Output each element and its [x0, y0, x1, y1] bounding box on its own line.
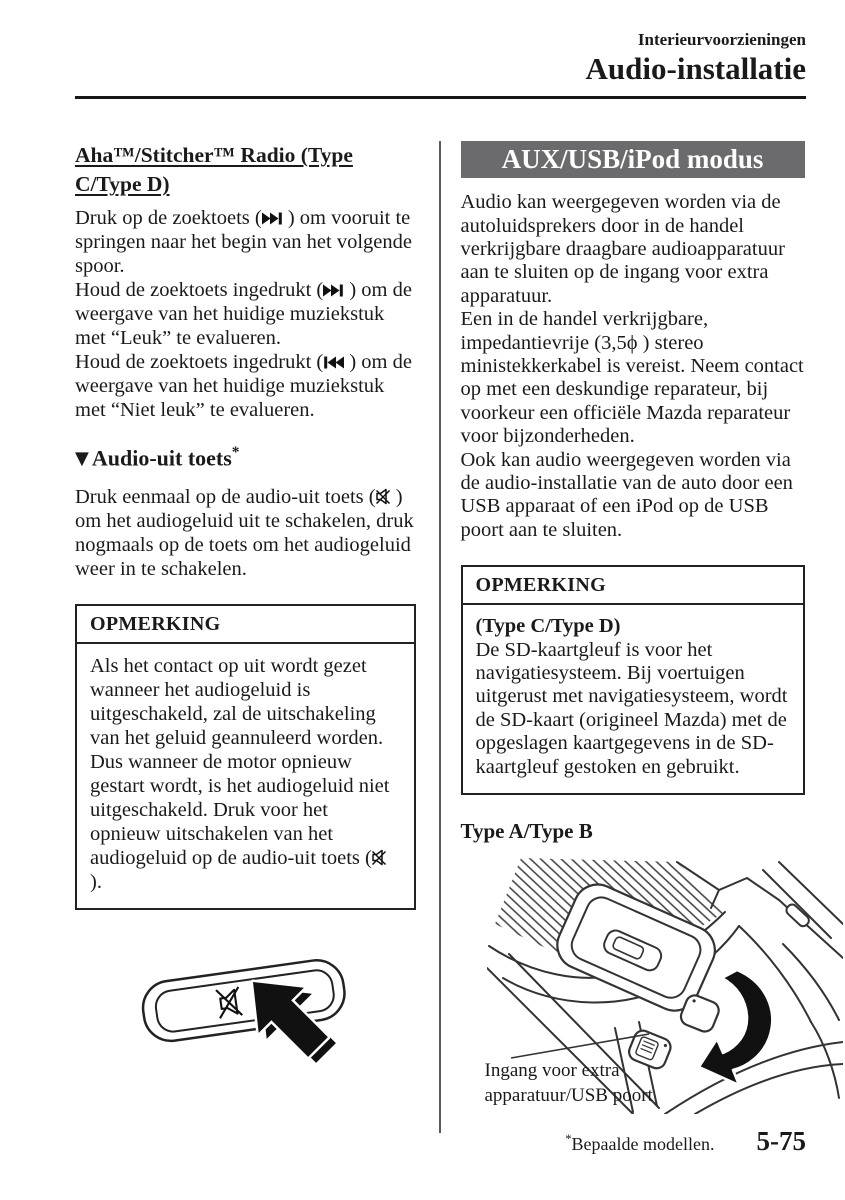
right-column	[461, 141, 805, 1114]
prev-track-icon	[323, 356, 344, 369]
note-title: OPMERKING	[77, 606, 414, 644]
note-subheading: (Type C/Type D)	[475, 615, 621, 638]
text-run: ) om het audiogeluid uit te schakelen, druk nogmaals op de toets om het audiogeluid weer in te schakelen.	[75, 485, 414, 580]
note-title: OPMERKING	[463, 567, 803, 605]
paragraph-cable: Een in de handel verkrijgbare, impedantievrije (3,5ϕ ) stereo ministekkerkabel is vereist. Neem contact op met een deskundige reparateur, bij voorkeur een officiële Mazda reparateur voor bijzonderheden.	[460, 308, 804, 448]
text-run: ).	[90, 870, 102, 893]
page-footer	[75, 1126, 806, 1157]
paragraph-usb-ipod: Ook kan audio weergegeven worden via de audio-installatie van de auto door een USB apparaat of een iPod op de USB poort aan te sluiten.	[460, 448, 793, 541]
paragraph-hold-prev	[75, 350, 416, 422]
text-run: De SD-kaartgleuf is voor het navigatiesysteem. Bij voertuigen uitgerust met navigatiesysteem, wordt de SD-kaart (origineel Mazda) met de opgeslagen kaartgegevens in de SD-kaartgleuf gestoken en gebruikt.	[475, 638, 788, 778]
text-run: Als het contact op uit wordt gezet wanneer het audiogeluid is uitgeschakeld, zal de uitschakeling van het geluid geannuleerd worden. Dus wanneer de motor opnieuw gestart wordt, is het audiogeluid niet uitgeschakeld. Druk voor het opnieuw uitschakelen van het audiogeluid op de audio-uit toets (	[90, 654, 390, 869]
page-header	[0, 0, 845, 86]
section-banner-aux-usb-ipod: AUX/USB/iPod modus	[461, 141, 805, 178]
caption-leader-line	[511, 1034, 649, 1058]
mute-icon	[372, 849, 387, 866]
subsection-heading-audio-uit	[75, 444, 416, 472]
footnote	[565, 1132, 714, 1155]
figure-usb-port	[484, 852, 843, 1114]
text-run: Houd de zoektoets ingedrukt (	[75, 279, 324, 302]
next-track-icon	[323, 284, 344, 297]
left-column	[75, 141, 416, 1080]
text-run: ) om vooruit te springen naar het begin van het volgende spoor.	[75, 207, 412, 278]
mute-icon	[376, 488, 391, 505]
paragraph-hold-next	[75, 278, 416, 350]
note-body	[77, 644, 414, 908]
figure-caption: Ingang voor extra apparatuur/USB poort	[484, 1060, 653, 1107]
text-run: ) om de weergave van het huidige muziekstuk met “Leuk” te evalueren.	[75, 279, 412, 350]
page-number: 5-75	[756, 1126, 806, 1156]
paragraph-aux-intro: Audio kan weergegeven worden via de autoluidsprekers door in de handel verkrijgbare draagbare audioapparatuur aan te sluiten op de ingang voor extra apparatuur.	[460, 191, 785, 307]
note-box-sd-card	[461, 565, 805, 795]
header-section: Interieurvoorzieningen	[637, 30, 806, 49]
page-title: Audio-installatie	[585, 51, 806, 86]
text-run: Druk op de zoektoets (	[75, 207, 262, 230]
note-box-mute	[75, 604, 416, 910]
footnote-reference-asterisk: *	[231, 444, 240, 462]
text-run: ) om de weergave van het huidige muziekstuk met “Niet leuk” te evalueren.	[75, 351, 412, 422]
triangle-marker-icon: ▼	[75, 448, 89, 470]
text-run: Druk eenmaal op de audio-uit toets (	[75, 485, 376, 508]
column-divider	[439, 141, 441, 1133]
subsection-title: Audio-uit toets	[91, 445, 232, 471]
two-column-layout	[0, 141, 845, 1133]
header-rule	[75, 96, 806, 99]
next-track-icon	[262, 212, 283, 225]
figure-mute-button	[133, 940, 363, 1080]
note-body	[463, 605, 803, 793]
footnote-asterisk: *	[565, 1132, 572, 1146]
paragraph-mute	[75, 485, 416, 581]
section-heading-aha-stitcher: Aha™/Stitcher™ Radio (Type C/Type D)	[75, 143, 353, 197]
figure-heading-type-ab: Type A/Type B	[460, 819, 593, 844]
paragraph-seek-next	[75, 206, 416, 278]
footnote-text: Bepaalde modellen.	[571, 1134, 715, 1154]
text-run: Houd de zoektoets ingedrukt (	[75, 351, 324, 374]
